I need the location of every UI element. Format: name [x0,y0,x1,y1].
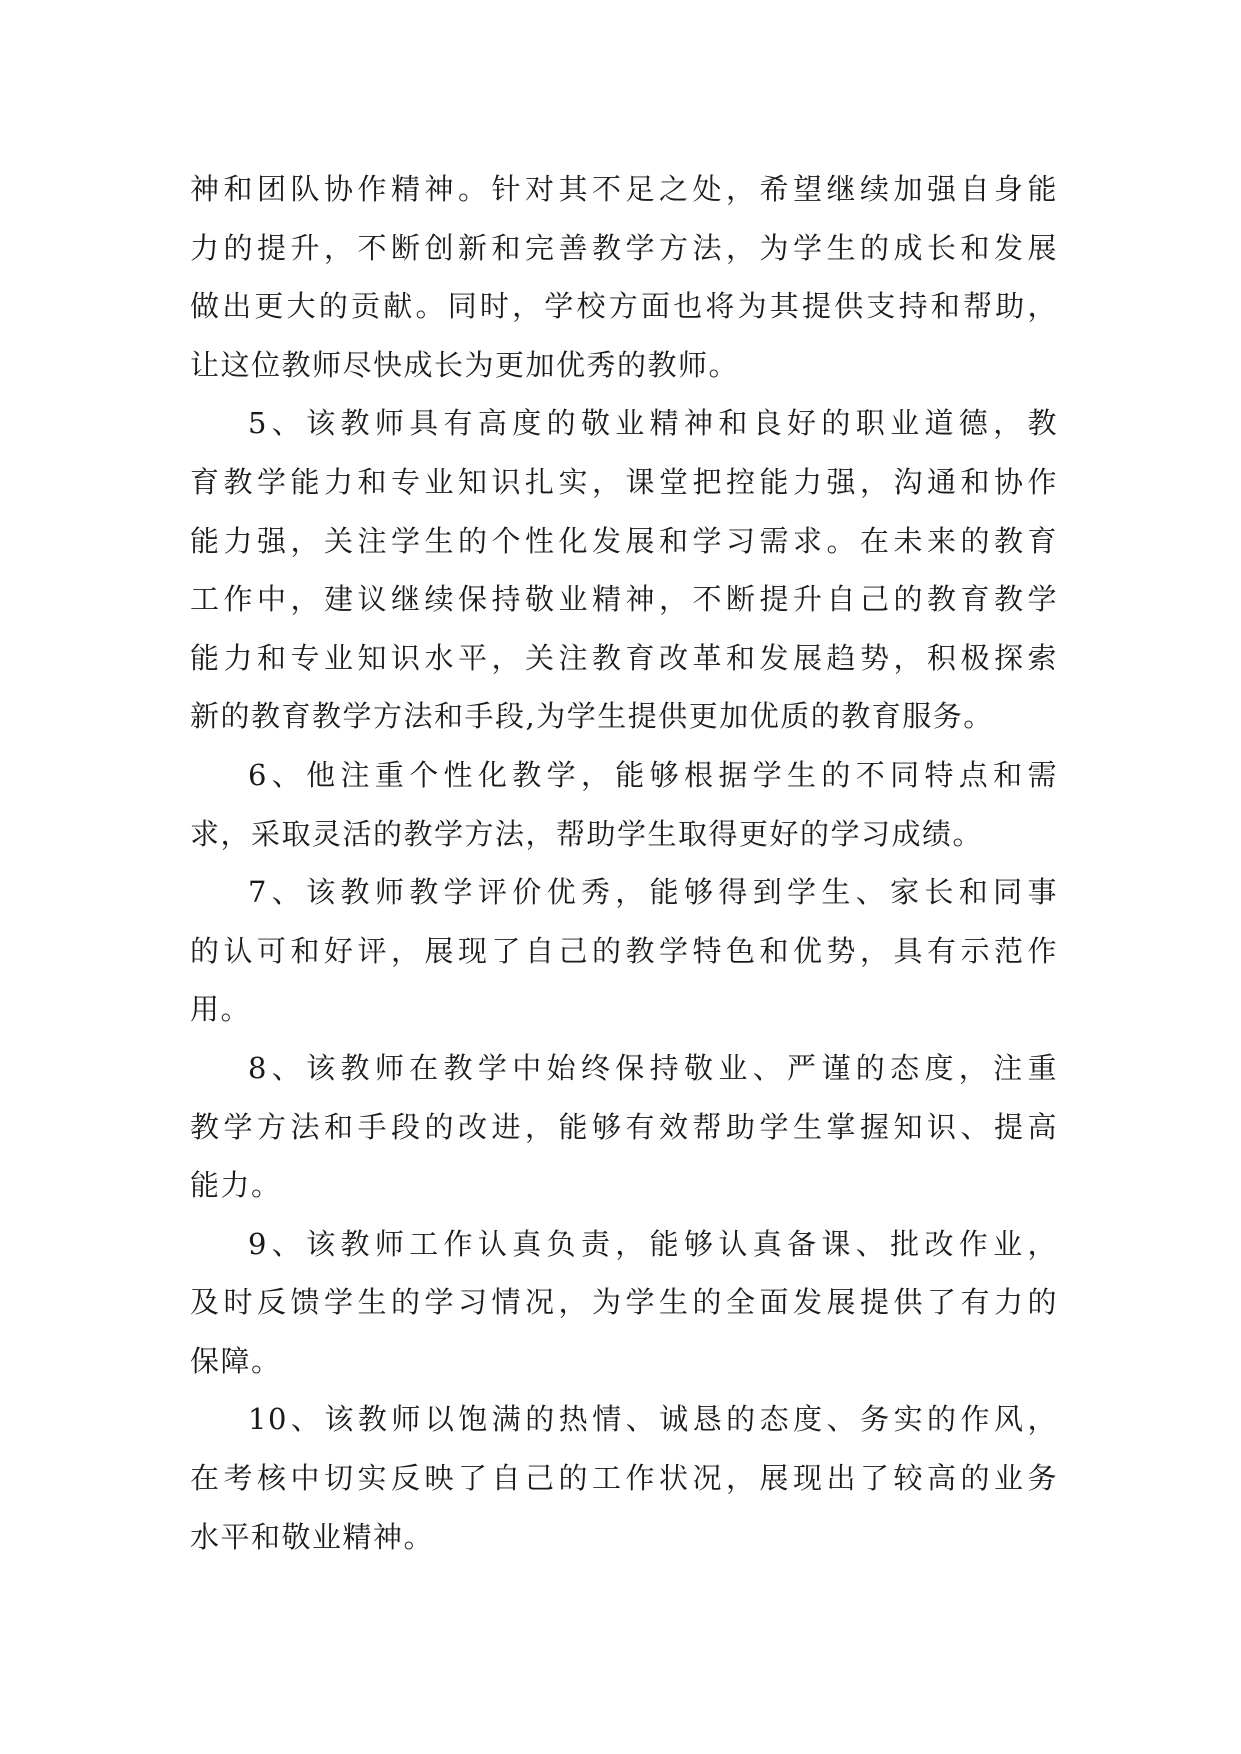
text-line: 10、该教师以饱满的热情、诚恳的态度、务实的作风， [248,1402,1058,1437]
text-line: 9、该教师工作认真负责，能够认真备课、批改作业， [248,1226,1058,1261]
text-line: 的认可和好评，展现了自己的教学特色和优势，具有示范作 [190,933,1058,968]
paragraph-9 [190,1215,1058,1391]
text-line: 工作中，建议继续保持敬业精神，不断提升自己的教育教学 [190,582,1058,617]
text-line: 做出更大的贡献。同时，学校方面也将为其提供支持和帮助， [190,289,1058,324]
text-line: 新的教育教学方法和手段,为学生提供更加优质的教育服务。 [190,699,994,734]
paragraph-6 [190,746,1058,863]
text-line: 让这位教师尽快成长为更加优秀的教师。 [190,347,740,382]
text-line: 神和团队协作精神。针对其不足之处，希望继续加强自身能 [190,172,1058,206]
paragraph-10 [190,1390,1058,1566]
paragraph-8 [190,1039,1058,1215]
text-line: 6、他注重个性化教学，能够根据学生的不同特点和需 [248,757,1058,792]
paragraph-continued [190,160,1058,394]
text-line: 8、该教师在教学中始终保持敬业、严谨的态度，注重 [248,1050,1058,1085]
text-line: 5、该教师具有高度的敬业精神和良好的职业道德，教 [248,406,1058,441]
text-line: 及时反馈学生的学习情况，为学生的全面发展提供了有力的 [190,1285,1058,1320]
text-line: 力的提升，不断创新和完善教学方法，为学生的成长和发展 [190,230,1058,265]
text-line: 用。 [190,992,252,1027]
text-line: 求，采取灵活的教学方法，帮助学生取得更好的学习成绩。 [190,816,984,851]
text-line: 能力和专业知识水平，关注教育改革和发展趋势，积极探索 [190,640,1058,675]
paragraph-7 [190,863,1058,1039]
text-line: 能力强，关注学生的个性化发展和学习需求。在未来的教育 [190,523,1058,558]
paragraph-5 [190,394,1058,746]
text-line: 能力。 [190,1168,282,1203]
text-line: 水平和敬业精神。 [190,1519,435,1554]
text-line: 育教学能力和专业知识扎实，课堂把控能力强，沟通和协作 [190,464,1058,499]
text-line: 7、该教师教学评价优秀，能够得到学生、家长和同事 [248,875,1058,910]
text-line: 在考核中切实反映了自己的工作状况，展现出了较高的业务 [190,1461,1058,1496]
text-line: 保障。 [190,1343,282,1378]
text-line: 教学方法和手段的改进，能够有效帮助学生掌握知识、提高 [190,1109,1058,1144]
document-body [190,160,1058,1566]
